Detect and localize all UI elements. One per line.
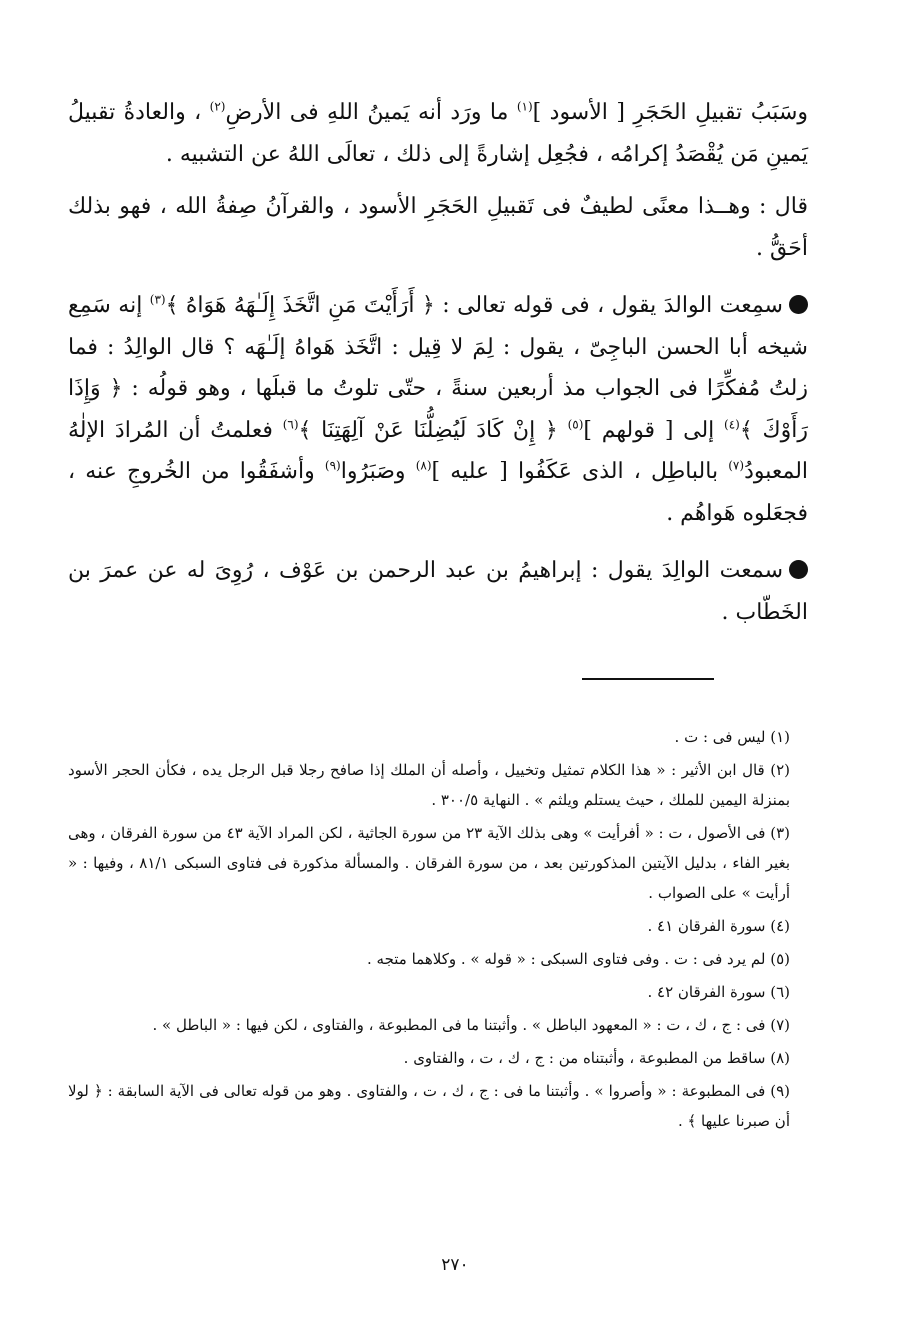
text-run: ﴿ إِنْ كَادَ لَيُضِلُّنَا عَنْ آلِهَتِنَا ﴾ [298,417,568,443]
footnote: (٥) لم يرد فى : ت . وفى فتاوى السبكى : « قوله » . وكلاهما متجه . [367,950,790,968]
body-paragraph [68,92,808,175]
main-text [68,92,808,644]
footnote: (٩) فى المطبوعة : « وأصروا » . وأثبتنا ما فى : ج ، ك ، ت ، والفتاوى . وهو من قوله تعالى فى الآية السابقة : ﴿ لولا أن صبرنا عليها ﴾ . [68,1082,790,1130]
footnote-marker: (٣) [149,292,166,307]
text-run: وسَبَبُ تقبيلِ الحَجَرِ [ الأسود ] [532,100,808,125]
footnote: (٦) سورة الفرقان ٤٢ . [647,983,790,1001]
body-paragraph [68,285,808,534]
body-paragraph [68,550,808,633]
bullet-icon [789,295,808,314]
footnote: (١) ليس فى : ت . [674,728,790,746]
text-run: ، والعادةُ تقبيلُ يَمينِ مَن يُقْصَدُ إكرامُه ، فجُعِل إشارةً إلى ذلك ، تعالَى اللهُ عن التشبيه . [68,100,808,167]
text-run: سمِعت الوالدَ يقول ، فى قوله تعالى : ﴿ أَرَأَيْتَ مَنِ اتَّخَذَ إِلَـٰهَهُ هَوَاهُ ﴾ [165,293,783,318]
footnote-marker: (٤) [724,417,740,432]
footnote-marker: (٦) [282,417,299,432]
page-number: ٢٧٠ [441,1255,469,1275]
footnote-marker: (٢) [209,99,226,114]
text-run: إلى [ قولهم ] [583,417,725,443]
footnote-marker: (٧) [728,458,745,473]
footnote-separator [582,678,714,680]
bullet-icon [789,560,808,579]
text-run: وصَبَرُوا [340,459,416,484]
text-run: بالباطِل ، الذى عَكَفُوا [ عليه ] [431,459,729,484]
footnote: (٨) ساقط من المطبوعة ، وأثبتناه من : ج ، ك ، ت ، والفتاوى . [403,1049,790,1067]
footnote-marker: (١) [516,99,533,114]
footnote-marker: (٩) [324,458,341,473]
footnote: (٤) سورة الفرقان ٤١ . [647,917,790,935]
footnotes [68,722,790,1139]
footnote: (٧) فى : ج ، ك ، ت : « المعهود الباطل » . وأثبتنا ما فى المطبوعة ، والفتاوى ، لكن فيها : « الباطل » . [152,1016,790,1034]
footnote: (٢) قال ابن الأثير : « هذا الكلام تمثيل وتخييل ، وأصله أن الملك إذا صافح رجلا قبل الرجل يده ، فكأن الحجر الأسود بمنزلة اليمين للملك ، حيث يستلم ويلثم » . النهاية ٣٠٠/٥ . [68,761,790,809]
footnote-marker: (٨) [415,458,432,473]
text-run: قال : وهــذا معنًى لطيفٌ فى تَقبيلِ الحَجَرِ الأسود ، والقرآنُ صِفةُ الله ، فهو بذلك أحَقُّ . [68,194,808,261]
body-paragraph [68,186,808,269]
text-run: وأشفَقُوا من الخُروجِ عنه ، فجعَلوه هَواهُم . [68,459,808,526]
text-run: إنه سَمِع شيخه أبا الحسن الباجِىّ ، يقول : لِمَ لا قِيل : اتَّخَذ هَواهُ إلَـٰهَه ؟ قال الوالِدُ : فما زلتُ مُفكِّرًا فى الجواب مذ أربعين سنةً ، حتّى تلوتُ ما قبلَها ، وهو قولُه : ﴿ وَإِذَا رَأَوْكَ ﴾ [68,293,808,443]
text-run: ما ورَد أنه يَمينُ اللهِ فى الأرضِ [225,100,517,125]
text-run: سمعت الوالِدَ يقول : إبراهيمُ بن عبد الرحمن بن عَوْف ، رُوِىَ له عن عمرَ بن الخَطّاب . [68,558,808,625]
footnote: (٣) فى الأصول ، ت : « أفرأيت » وهى بذلك الآية ٢٣ من سورة الجاثية ، لكن المراد الآية ٤٣ من سورة الفرقان ، وهى بغير الفاء ، بدليل الآيتين المذكورتين بعد ، من سورة الفرقان . والمسألة مذكورة فى فتاوى السبكى ٨١/١ ، وفيها : « أرأيت » على الصواب . [68,824,790,902]
text-run: فعلمتُ أن المُرادَ الإلٰهُ المعبودُ [68,417,809,484]
footnote-marker: (٥) [567,417,584,432]
